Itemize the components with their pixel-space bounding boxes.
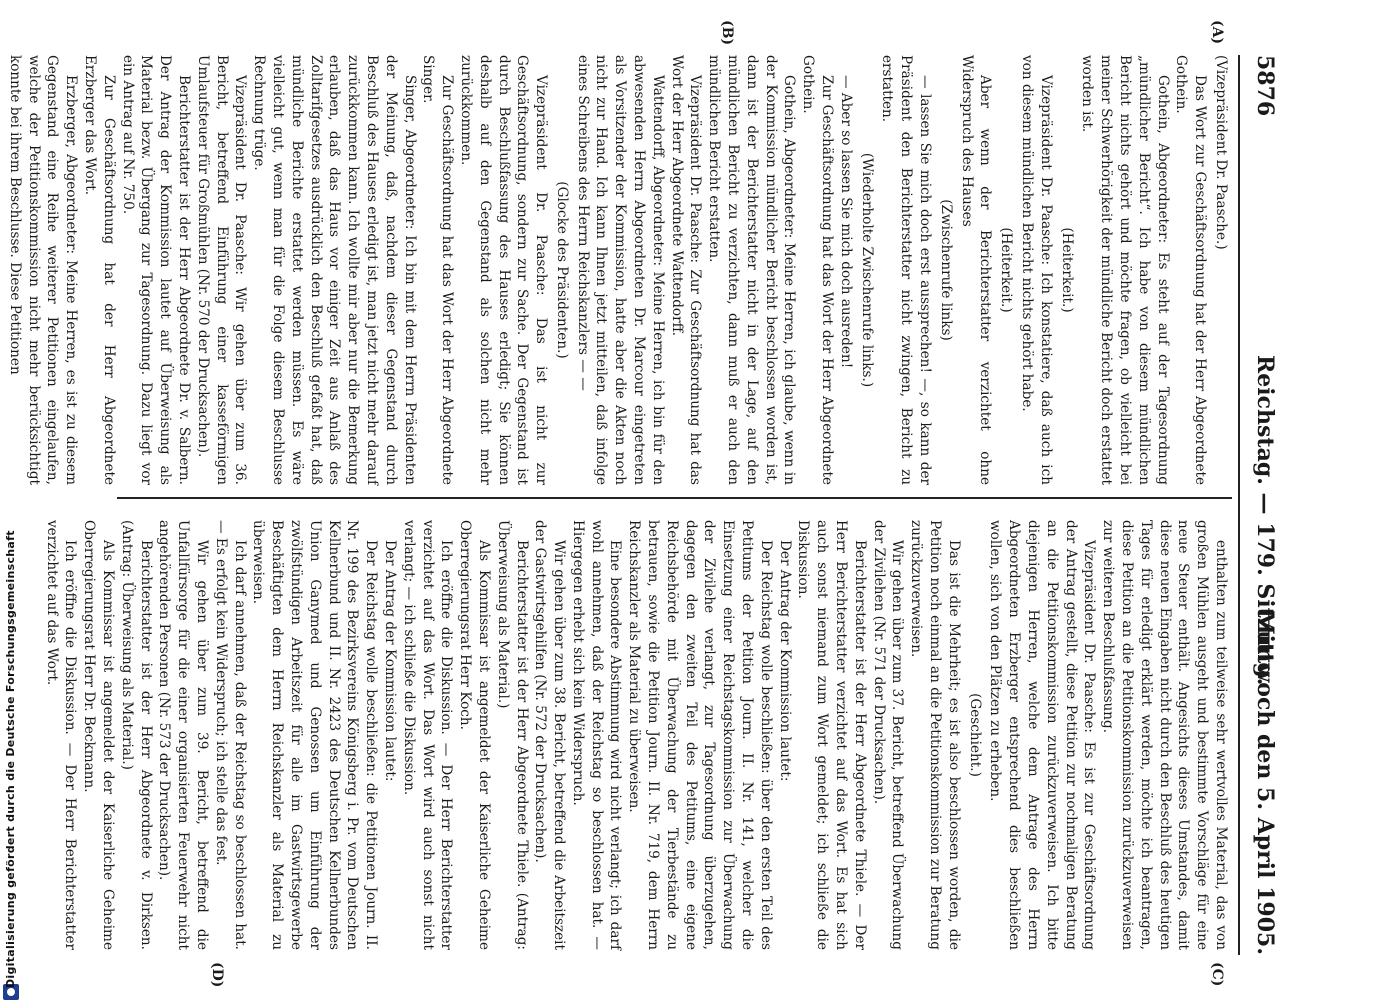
interjection: (Heiterkeit.): [998, 227, 1015, 313]
margin-marker-c: (C): [1209, 962, 1225, 987]
paragraph: Vizepräsident Dr. Paasche: Das ist nicht zur Geschäftsordnung, sondern zur Sache. Der Gegenstand ist durch Beschlußfassung des Hauses erledigt; Sie können deshalb auf den Gegenstand als solchen nicht mehr zurückkommen.: [457, 55, 550, 485]
paragraph: Gothein, Abgeordneter: Meine Herren, ich glaube, wenn in der Kommission mündlicher Bericht beschlossen worden ist, dann ist der Berichterstatter nicht in der Lage, auf den mündlichen Bericht zu verzichten, dann muß er auch den mündlichen Bericht erstatten.: [706, 55, 798, 485]
paragraph: Singer, Abgeordneter: Ich bin mit dem Herrn Präsidenten der Meinung, daß, nachdem dieser Gegenstand durch Beschluß des Hauses erledigt ist, man jetzt nicht mehr darauf zurückkommen kann. Ich wollte mir aber nur die Bemerkung erlauben, daß das Haus vor einiger Zeit aus Anlaß des Zolltarifgesetzes ausdrücklich den Beschluß gefaßt hat, daß mündliche Berichte erstattet werden müssen. Es wäre vielleicht gut, wenn man für die Folge diesem Beschlusse Rechnung trüge.: [251, 55, 418, 485]
paragraph: Der Antrag der Kommission lautet:: [381, 540, 398, 782]
digitization-credit-text: Digitalisierung gefördert durch die Deutsche Forschungsgemeinschaft: [4, 530, 17, 988]
interjection: (Heiterkeit.): [1058, 227, 1075, 313]
left-text-column: [6, 55, 1230, 485]
paragraph: Berichterstatter ist der Herr Abgeordnete Thiele. (Antrag: Überweisung als Material.): [494, 520, 530, 950]
digitization-credit: [0, 0, 22, 1000]
paragraph: Ich eröffne die Diskussion. — Der Herr Berichterstatter verzichtet auf das Wort. Das Wort wird auch sonst nicht verlangt; — ich schließe die Diskussion.: [400, 520, 455, 950]
paragraph: Berichterstatter ist der Herr Abgeordnete v. Dirksen. (Antrag: Überweisung als Material.): [118, 520, 154, 950]
margin-marker-a: (A): [1209, 20, 1225, 45]
paragraph: Wir gehen über zum 37. Bericht, betreffend Überwachung der Zivilehen (Nr. 571 der Drucksachen).: [870, 520, 906, 950]
paragraph: Zur Geschäftsordnung hat das Wort der Herr Abgeordnete Singer.: [420, 55, 456, 485]
interjection: (Zwischenrufe links): [937, 199, 954, 341]
paragraph: Vizepräsident Dr. Paasche: Es ist zur Geschäftsordnung der Antrag gestellt, diese Petition zur nochmaligen Beratung an die Petitionskommission zurückzuverweisen. Ich bitte diejenigen Herren, welche dem Antrage des Herrn Abgeordneten Erzberger entsprechend dies beschließen wollen, sich von den Plätzen zu erheben.: [987, 520, 1098, 950]
paragraph: enthalten zum teilweise sehr wertvolles Material, das von großen Mühlen ausgeht und bestimmte Vorschläge für eine neue Steuer enthält. Angesichts dieses Umstandes, damit diese neuen Eingaben nicht durch den Beschluß des heutigen Tages für erledigt erklärt werden, möchte ich beantragen, diese Petition an die Petitionskommission zurückzuverweisen zur weiteren Beschlußfassung.: [1100, 520, 1229, 950]
interjection: (Glocke des Präsidenten.): [553, 181, 570, 359]
session-date: Mittwoch den 5. April 1905.: [1252, 610, 1278, 955]
margin-marker-d: (D): [209, 962, 225, 988]
paragraph: Der Reichstag wolle beschließen: die Petitionen Journ. II. Nr. 199 des Bezirksvereins Königsberg i. Pr. vom Deutschen Kellnerbund und II. Nr. 2423 des Deutschen Kellnerbundes Union Ganymed und Genossen um Einführung der zwölfstündigen Arbeitszeit für alle im Gastwirtsgewerbe Beschäftigten dem Herrn Reichskanzler als Material zu überweisen.: [250, 520, 380, 950]
margin-marker-b: (B): [719, 20, 735, 46]
paragraph: Vizepräsident Dr. Paasche: Wir gehen über zum 36. Bericht, betreffend Einführung einer kasseförmigen Umlaufsteuer für Großmühlen (Nr. 570 der Drucksachen).: [194, 55, 249, 485]
paragraph: Eine besondere Abstimmung wird nicht verlangt; ich darf wohl annehmen, daß der Reichstag so beschlossen hat. — Hiergegen erhebt sich kein Widerspruch.: [569, 520, 624, 950]
paragraph: Als Kommissar ist angemeldet der Kaiserliche Geheime Oberregierungsrat Herr Dr. Beckmann.: [81, 520, 116, 950]
paragraph: Berichterstatter ist der Herr Abgeordnete Thiele. — Der Herr Berichterstatter verzichtet auf das Wort. Es hat sich auch sonst niemand zum Wort gemeldet; ich schließe die Diskussion.: [795, 520, 868, 950]
paragraph: Erzberger, Abgeordneter: Meine Herren, es ist zu diesem Gegenstand eine Reihe weiterer Petitionen eingelaufen, welche der Petitionskommission nicht mehr berücksichtigt konnte bei ihrem Beschlusse. Diese Petitionen: [6, 55, 80, 485]
paragraph: (Vizepräsident Dr. Paasche.): [1213, 55, 1229, 250]
paragraph: Zur Geschäftsordnung hat das Wort der Herr Abgeordnete Gothein.: [800, 55, 836, 485]
paragraph: — lassen Sie mich doch erst aussprechen! —, so kann der Präsident den Berichterstatter nicht zwingen, Bericht zu erstatten.: [879, 55, 934, 485]
paragraph: — Aber so lassen Sie mich doch ausreden!: [837, 75, 854, 369]
interjection: (Geschieht.): [966, 693, 983, 777]
paragraph: Vizepräsident Dr. Paasche: Zur Geschäftsordnung hat das Wort der Herr Abgeordnete Wattendorff.: [668, 55, 704, 485]
right-text-column: [43, 520, 1230, 950]
interjection: (Wiederholte Zwischenrufe links.): [858, 152, 875, 388]
column-divider: [117, 497, 1232, 499]
page-title: Reichstag. — 179. Sitzung.: [1252, 355, 1278, 686]
paragraph: Vizepräsident Dr. Paasche: Ich konstatiere, daß auch ich von diesem mündlichen Bericht nichts gehört habe.: [1019, 55, 1054, 485]
page-header: [1238, 55, 1290, 955]
paragraph: Wir gehen über zum 38. Bericht, betreffend die Arbeitszeit der Gastwirtsgehilfen (Nr. 572 der Drucksachen).: [532, 520, 568, 950]
paragraph: Ich eröffne die Diskussion. — Der Herr Berichterstatter verzichtet auf das Wort.: [43, 520, 79, 950]
paragraph: Der Antrag der Kommission lautet:: [776, 540, 793, 782]
paragraph: Aber wenn der Berichterstatter verzichtet ohne Widerspruch des Hauses: [958, 55, 994, 485]
paragraph: Zur Geschäftsordnung hat der Herr Abgeordnete Erzberger das Wort.: [81, 55, 117, 485]
paragraph: Das ist die Mehrheit; es ist also beschlossen worden, die Petition noch einmal an die Petitionskommission zur Beratung zurückzuverweisen.: [908, 520, 962, 950]
paragraph: Der Reichstag wolle beschließen: über den ersten Teil des Petitums der Petition Journ. II. Nr. 141, welcher die Einsetzung einer Reichstagskommission zur Überwachung der Zivilehe verlangt, zur Tagesordnung überzugehen, dagegen den zweiten Teil des Petitums, eine eigene Reichsbehörde mit Überwachung der Tierbestände zu betrauen, sowie die Petition Journ. II. Nr. 719, dem Herrn Reichskanzler als Material zu überweisen.: [626, 520, 774, 950]
paragraph: Gothein, Abgeordneter: Es steht auf der Tagesordnung „mündlicher Bericht“. Ich habe von diesem mündlichen Bericht nichts gehört und möchte fragen, ob vielleicht bei meiner Schwerhörigkeit der mündliche Bericht doch erstattet worden ist.: [1079, 55, 1171, 485]
paragraph: Wir gehen über zum 39. Bericht, betreffend die Unfallfürsorge für die einer organisierten Feuerwehr nicht angehörenden Personen (Nr. 573 der Drucksachen).: [156, 520, 210, 950]
paragraph: Das Wort zur Geschäftsordnung hat der Herr Abgeordnete Gothein.: [1173, 55, 1209, 485]
paragraph: Wattendorff, Abgeordneter: Meine Herren, ich bin für den abwesenden Herrn Abgeordneten Dr. Marcour eingetreten als Vorsitzender der Kommission, hatte aber die Akten noch nicht zur Hand. Ich kann Ihnen jetzt mitteilen, daß infolge eines Schreibens des Herrn Reichskanzlers — —: [574, 55, 666, 485]
paragraph: Berichterstatter ist der Herr Abgeordnete Dr. v. Salbern. Der Antrag der Kommission lautet auf Überweisung als Material bezw. Übergang zur Tagesordnung. Dazu liegt vor ein Antrag auf Nr. 750.: [119, 55, 192, 485]
page-number: 5876: [1252, 55, 1278, 117]
paragraph: Als Kommissar ist angemeldet der Kaiserliche Geheime Oberregierungsrat Herr Koch.: [457, 520, 492, 950]
paragraph: Ich darf annehmen, daß der Reichstag so beschlossen hat. — Es erfolgt kein Widerspruch; ich stelle das fest.: [212, 520, 248, 950]
